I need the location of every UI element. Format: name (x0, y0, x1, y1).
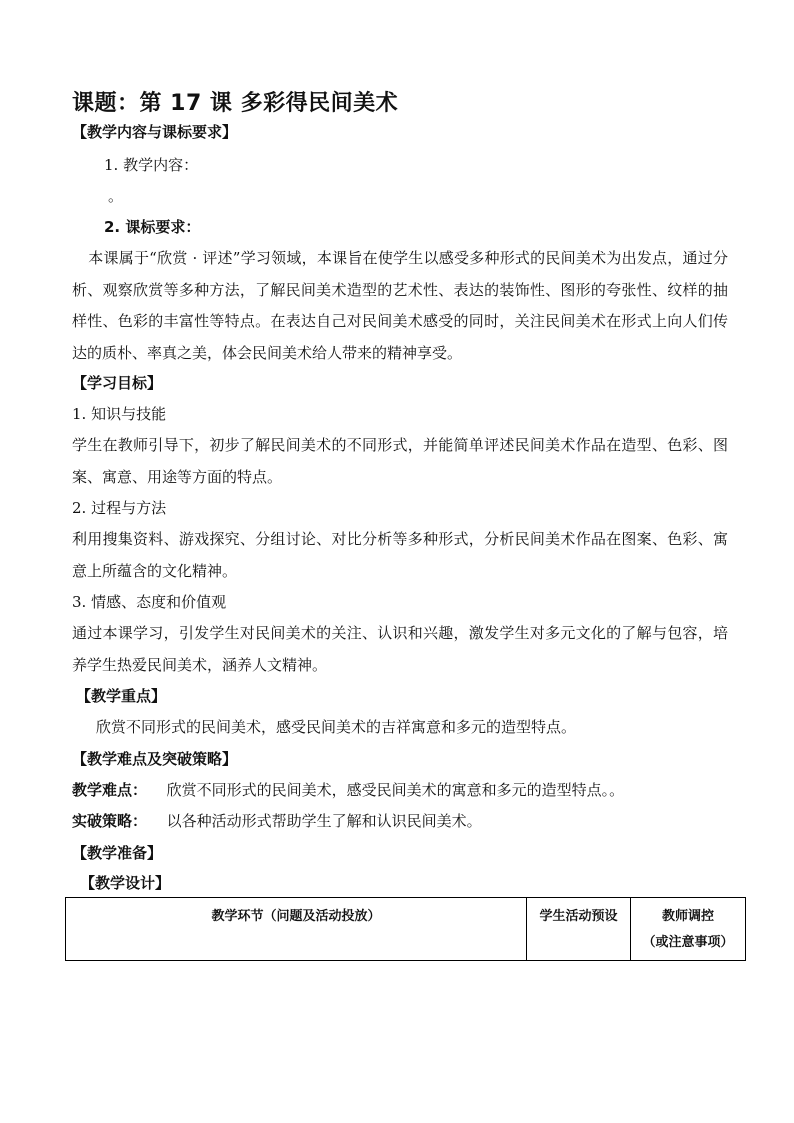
difficulty-row (72, 780, 624, 800)
difficulty-label: 教学难点： (72, 781, 148, 799)
item-teaching-content-value: 。 (108, 187, 124, 205)
table-header-activity: 教学环节（问题及活动投放） (66, 898, 527, 961)
item-teaching-content-label: 1. 教学内容： (104, 156, 199, 174)
item-standards-label: 2. 课标要求： (104, 218, 201, 236)
section-heading-content-standards: 【教学内容与课标要求】 (72, 123, 238, 141)
section-heading-objectives: 【学习目标】 (72, 374, 163, 392)
teacher-control-line2: （或注意事项） (642, 935, 734, 950)
strategy-row (72, 811, 482, 831)
table-header-student-activity: 学生活动预设 (527, 898, 631, 961)
objective2-label: 2. 过程与方法 (72, 499, 167, 517)
strategy-label: 实破策略： (72, 812, 148, 830)
section-heading-key-points: 【教学重点】 (76, 687, 167, 705)
section-heading-difficulties: 【教学难点及突破策略】 (72, 750, 238, 768)
objective1-text: 学生在教师引导下，初步了解民间美术的不同形式，并能简单评述民间美术作品在造型、色彩、图案、寓意、用途等方面的特点。 (72, 436, 728, 486)
table-header-row (66, 898, 746, 961)
objective3-label: 3. 情感、态度和价值观 (72, 593, 227, 611)
key-points-text: 欣赏不同形式的民间美术，感受民间美术的吉祥寓意和多元的造型特点。 (96, 718, 577, 736)
difficulty-text: 欣赏不同形式的民间美术，感受民间美术的寓意和多元的造型特点。。 (166, 781, 625, 799)
teaching-design-table (65, 897, 746, 961)
objective1-label: 1. 知识与技能 (72, 405, 167, 423)
objective2-text: 利用搜集资料、游戏探究、分组讨论、对比分析等多种形式，分析民间美术作品在图案、色彩、寓意上所蕴含的文化精神。 (72, 530, 728, 580)
table-header-teacher-control (631, 898, 746, 961)
strategy-text: 以各种活动形式帮助学生了解和认识民间美术。 (166, 812, 482, 830)
lesson-title: 课题：第 17 课 多彩得民间美术 (72, 91, 399, 116)
teacher-control-line1: 教师调控 (661, 909, 714, 924)
section-heading-preparation: 【教学准备】 (72, 844, 163, 862)
objective3-text: 通过本课学习，引发学生对民间美术的关注、认识和兴趣，激发学生对多元文化的了解与包容，培养学生热爱民间美术，涵养人文精神。 (72, 624, 728, 674)
standards-paragraph: 本课属于“欣赏 · 评述”学习领域，本课旨在使学生以感受多种形式的民间美术为出发点，通过分析、观察欣赏等多种方法，了解民间美术造型的艺术性、表达的装饰性、图形的夸张性、纹样的抽样性、色彩的丰富性等特点。在表达自己对民间美术感受的同时，关注民间美术在形式上向人们传达的质朴、率真之美，体会民间美术给人带来的精神享受。 (72, 249, 728, 362)
section-heading-design: 【教学设计】 (80, 874, 171, 892)
